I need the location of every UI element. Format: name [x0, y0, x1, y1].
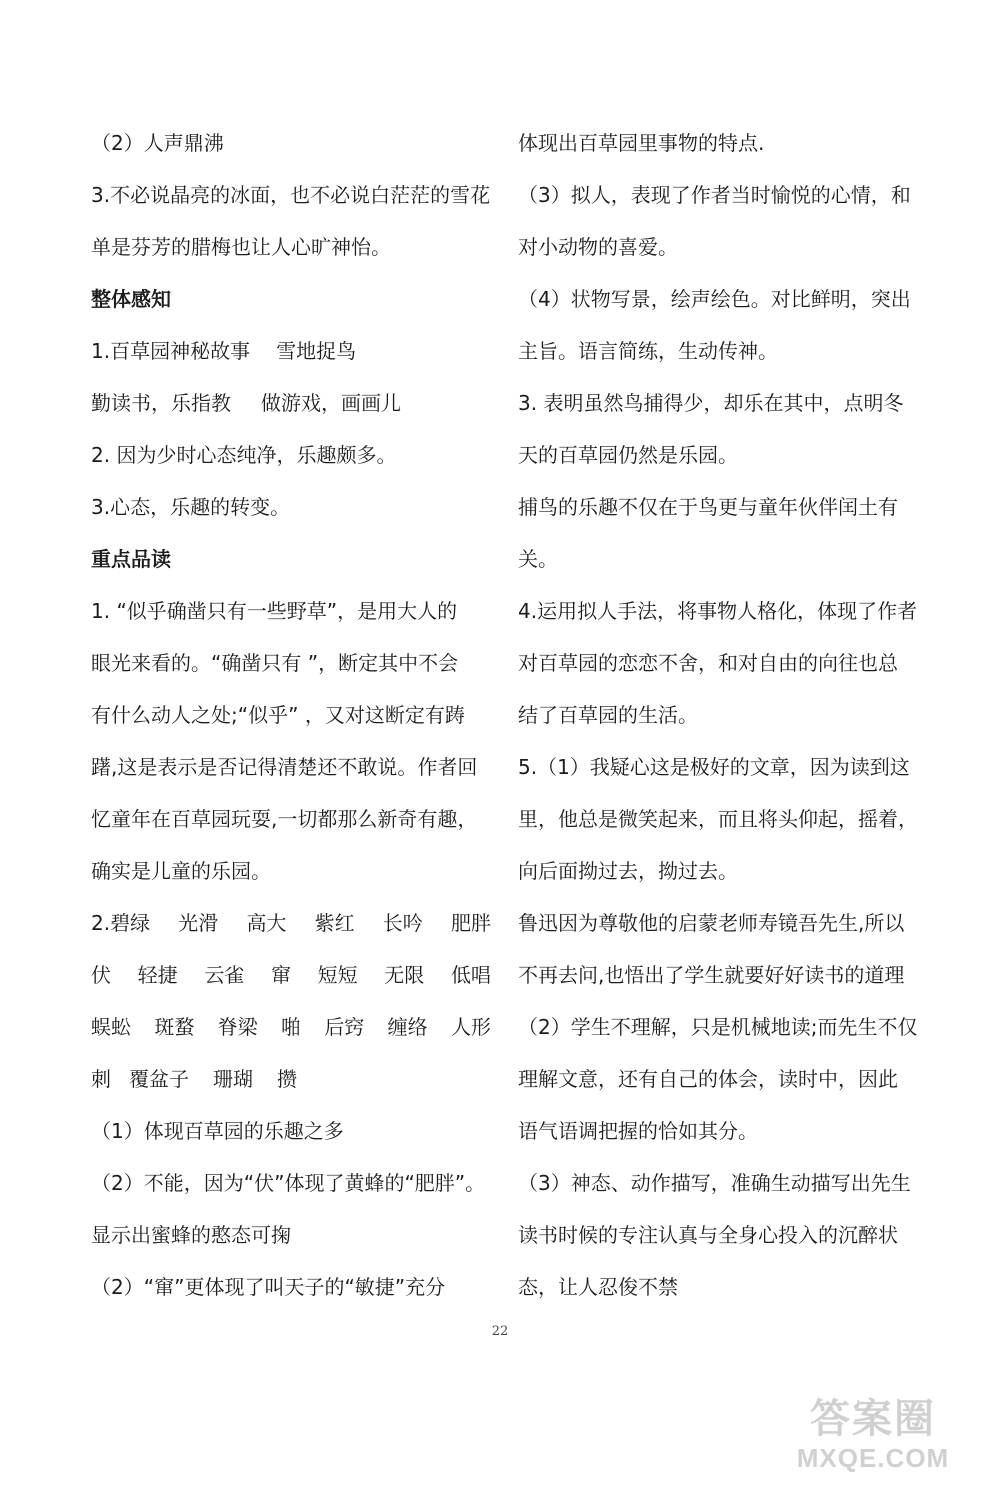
text-line: （2）“窜”更体现了叫天子的“敏捷”充分: [91, 1275, 446, 1299]
text-line: 眼光来看的。“确凿只有 ”，断定其中不会: [91, 651, 459, 675]
word-row: [91, 900, 491, 952]
word: 短短: [317, 963, 358, 987]
text-line: 语气语调把握的恰如其分。: [518, 1119, 758, 1143]
word-row: [91, 1056, 491, 1108]
text-line: 有什么动人之处;“似乎” ，又对这断定有踌: [91, 703, 465, 727]
word: 脊梁: [217, 1015, 258, 1039]
answer-item: 1.百草园神秘故事: [91, 339, 251, 363]
text-line: 主旨。语言简练，生动传神。: [518, 339, 778, 363]
word: 人形: [450, 1015, 491, 1039]
word: 啪: [280, 1015, 301, 1039]
answer-item: 雪地捉鸟: [276, 339, 357, 363]
word: 紫红: [314, 911, 355, 935]
text-line: 态，让人忍俊不禁: [518, 1275, 678, 1299]
watermark: [758, 1395, 988, 1485]
text-line: 里，他总是微笑起来，而且将头仰起，摇着，: [518, 807, 918, 831]
answer-item: 做游戏，画画儿: [261, 391, 401, 415]
word: 缠络: [387, 1015, 428, 1039]
text-line: 3. 表明虽然鸟捕得少，却乐在其中，点明冬: [518, 391, 904, 415]
word: 窜: [270, 963, 291, 987]
text-line: 关。: [518, 547, 558, 571]
text-line: 捕鸟的乐趣不仅在于鸟更与童年伙伴闰土有: [518, 495, 898, 519]
word: 斑蝥: [154, 1015, 195, 1039]
word: 轻捷: [137, 963, 178, 987]
text-line: 确实是儿童的乐园。: [91, 859, 271, 883]
text-line: （2）学生不理解，只是机械地读;而先生不仅: [518, 1015, 918, 1039]
text-line: 躇,这是表示是否记得清楚还不敢说。作者回: [91, 755, 478, 779]
text-line: 鲁迅因为尊敬他的启蒙老师寿镜吾先生,所以: [518, 911, 905, 935]
text-line: 结了百草园的生活。: [518, 703, 698, 727]
text-line: [91, 328, 491, 380]
right-column: [518, 120, 918, 1316]
text-line: 3.不必说晶亮的冰面，也不必说白茫茫的雪花: [91, 183, 491, 207]
text-line: 单是芬芳的腊梅也让人心旷神怡。: [91, 235, 391, 259]
text-line: （1）体现百草园的乐趣之多: [91, 1119, 344, 1143]
text-line: 理解文意，还有自己的体会，读时中，因此: [518, 1067, 898, 1091]
section-heading-key: 重点品读: [91, 547, 171, 571]
text-line: 4.运用拟人手法，将事物人格化，体现了作者: [518, 599, 918, 623]
word-row: [91, 952, 491, 1004]
text-line: [91, 380, 491, 432]
text-line: 不再去问,也悟出了学生就要好好读书的道理: [518, 963, 905, 987]
text-line: 向后面拗过去，拗过去。: [518, 859, 738, 883]
word: 后窍: [324, 1015, 365, 1039]
text-line: 1. “似乎确凿只有一些野草”，是用大人的: [91, 599, 458, 623]
word: 长吟: [382, 911, 423, 935]
word: 肥胖: [450, 911, 491, 935]
text-line: （2）不能，因为“伏”体现了黄蜂的“肥胖”。: [91, 1171, 486, 1195]
word: 伏: [91, 963, 111, 987]
text-line: 读书时候的专注认真与全身心投入的沉醉状: [518, 1223, 898, 1247]
word: 云雀: [204, 963, 245, 987]
text-line: （3）神态、动作描写，准确生动描写出先生: [518, 1171, 911, 1195]
left-column: [91, 120, 491, 1316]
text-line: （4）状物写景，绘声绘色。对比鲜明，突出: [518, 287, 911, 311]
text-line: 显示出蜜蜂的憨态可掬: [91, 1223, 291, 1247]
watermark-site: MXQE.COM: [796, 1443, 950, 1473]
text-line: 忆童年在百草园玩耍,一切都那么新奇有趣，: [91, 807, 478, 831]
section-heading-overall: 整体感知: [91, 287, 171, 311]
word: 无限: [384, 963, 425, 987]
word: 覆盆子: [129, 1067, 189, 1091]
word: 蜈蚣: [91, 1015, 131, 1039]
text-line: （3）拟人，表现了作者当时愉悦的心情，和: [518, 183, 911, 207]
text-line: 天的百草园仍然是乐园。: [518, 443, 738, 467]
text-line: 5.（1）我疑心这是极好的文章，因为读到这: [518, 755, 910, 779]
page-number: 22: [491, 1324, 509, 1339]
word: 刺: [91, 1067, 111, 1091]
watermark-logo: 答案圈: [810, 1396, 936, 1442]
word: 低唱: [450, 963, 491, 987]
word-row: [91, 1004, 491, 1056]
text-line: （2）人声鼎沸: [91, 131, 224, 155]
text-line: 体现出百草园里事物的特点.: [518, 131, 765, 155]
text-line: 对小动物的喜爱。: [518, 235, 678, 259]
answer-item: 勤读书，乐指教: [91, 391, 231, 415]
text-line: 2. 因为少时心态纯净，乐趣颇多。: [91, 443, 397, 467]
word: 高大: [246, 911, 287, 935]
word: 攒: [277, 1067, 297, 1091]
word: 珊瑚: [213, 1067, 253, 1091]
word: 2.碧绿: [91, 911, 151, 935]
word: 光滑: [178, 911, 219, 935]
text-line: 对百草园的恋恋不舍，和对自由的向往也总: [518, 651, 898, 675]
text-line: 3.心态，乐趣的转变。: [91, 495, 291, 519]
